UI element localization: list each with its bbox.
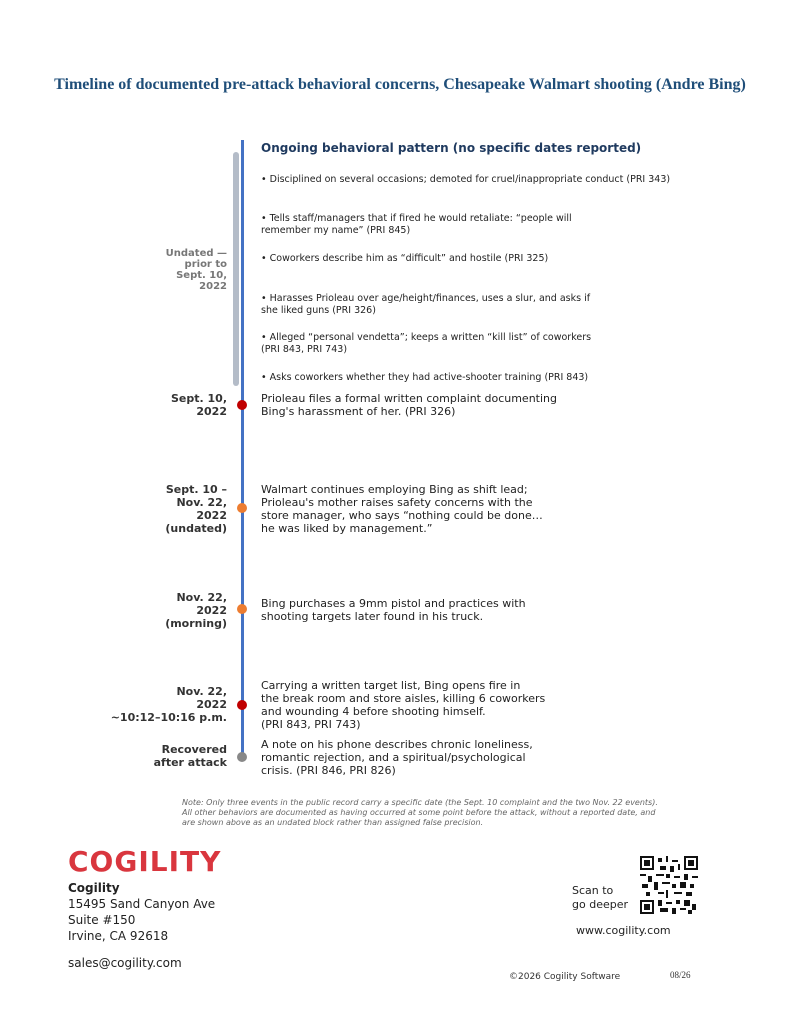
- event-text: Bing purchases a 9mm pistol and practices with shooting targets later found in his truck.: [261, 597, 526, 623]
- behavior-item: • Alleged “personal vendetta”; keeps a written “kill list” of coworkers (PRI 843, PRI 743): [261, 332, 592, 355]
- website-link[interactable]: www.cogility.com: [576, 924, 671, 937]
- email-link[interactable]: sales@cogility.com: [68, 956, 182, 970]
- scan-label: Scan to go deeper: [572, 884, 628, 911]
- event-date: Nov. 22, 2022 (morning): [165, 591, 227, 630]
- event-marker: [237, 752, 247, 762]
- undated-heading: Ongoing behavioral pattern (no specific dates reported): [261, 141, 642, 155]
- page-number: 08/26: [670, 970, 691, 980]
- event-marker: [237, 503, 247, 513]
- event-text: A note on his phone describes chronic loneliness, romantic rejection, and a spiritual/psychological crisis. (PRI 846, PRI 826): [261, 738, 533, 777]
- event-marker: [237, 700, 247, 710]
- footnote: Note: Only three events in the public record carry a specific date (the Sept. 10 complaint and the two Nov. 22 events). All other behaviors are documented as having occurred at some point before the attack, without a reported date, and are shown above as an undated block rather than assigned false precision.: [182, 798, 658, 827]
- event-marker: [237, 604, 247, 614]
- event-text: Prioleau files a formal written complaint documenting Bing's harassment of her. (PRI 326): [261, 392, 557, 418]
- undated-bracket: [233, 152, 239, 386]
- undated-label: Undated — prior to Sept. 10, 2022: [165, 248, 227, 292]
- behavior-item: • Disciplined on several occasions; demoted for cruel/inappropriate conduct (PRI 343): [261, 174, 671, 185]
- behavior-item: • Coworkers describe him as “difficult” and hostile (PRI 325): [261, 253, 549, 264]
- event-date: Sept. 10 – Nov. 22, 2022 (undated): [165, 483, 227, 535]
- event-marker: [237, 400, 247, 410]
- address-suite: Suite #150: [68, 913, 136, 927]
- event-date: Recovered after attack: [153, 743, 227, 769]
- event-date: Sept. 10, 2022: [170, 392, 227, 418]
- behavior-item: • Harasses Prioleau over age/height/finances, uses a slur, and asks if she liked guns (PRI 326): [261, 293, 591, 316]
- page-title: Timeline of documented pre-attack behavioral concerns, Chesapeake Walmart shooting (Andre Bing): [54, 76, 746, 93]
- qr-code-icon[interactable]: [640, 856, 698, 914]
- address-city: Irvine, CA 92618: [68, 929, 169, 943]
- timeline-axis: [241, 140, 244, 760]
- cogility-logo: COGILITY: [68, 845, 222, 878]
- behavior-item: • Asks coworkers whether they had active-shooter training (PRI 843): [261, 372, 589, 383]
- event-text: Carrying a written target list, Bing opens fire in the break room and store aisles, killing 6 coworkers and wounding 4 before shooting himself. (PRI 843, PRI 743): [261, 679, 546, 731]
- event-date: Nov. 22, 2022 ~10:12–10:16 p.m.: [110, 685, 227, 724]
- address-street: 15495 Sand Canyon Ave: [68, 897, 216, 911]
- company-name: Cogility: [68, 881, 120, 895]
- event-text: Walmart continues employing Bing as shift lead; Prioleau's mother raises safety concerns with the store manager, who says “nothing could be done… he was liked by management.”: [261, 483, 543, 535]
- behavior-item: • Tells staff/managers that if fired he would retaliate: “people will remember my name” (PRI 845): [261, 213, 572, 236]
- copyright: ©2026 Cogility Software: [509, 972, 621, 982]
